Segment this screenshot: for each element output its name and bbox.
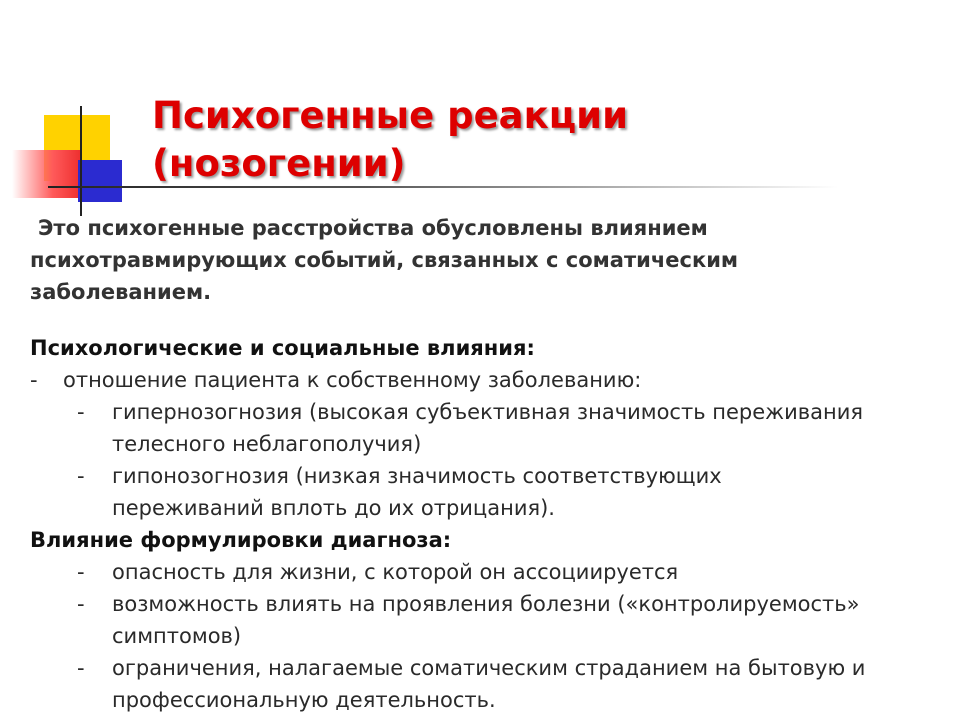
list-subitem-text: переживаний вплоть до их отрицания).	[112, 496, 555, 520]
list-subitem-text: возможность влиять на проявления болезни («контролируемость»	[112, 592, 860, 616]
list-subitem	[30, 396, 945, 460]
list-subitem-text: гипонозогнозия (низкая значимость соответствующих	[112, 464, 722, 488]
bullet-dash: -	[77, 560, 85, 584]
list-subitem-text: телесного неблагополучия)	[112, 432, 422, 456]
list-subitem	[30, 556, 945, 588]
intro-paragraph	[30, 212, 945, 308]
intro-line-1: Это психогенные расстройства обусловлены влиянием	[38, 216, 708, 240]
list-subitem-text: симптомов)	[112, 624, 242, 648]
bullet-dash: -	[30, 368, 38, 392]
bullet-dash: -	[77, 656, 85, 680]
bullet-dash: -	[77, 464, 85, 488]
slide-title-line-1: Психогенные реакции	[152, 94, 629, 137]
list-subitem-text: профессиональную деятельность.	[112, 688, 496, 712]
section-heading-diagnosis: Влияние формулировки диагноза:	[30, 528, 452, 552]
decor-red-square	[12, 150, 80, 198]
list-item-text: отношение пациента к собственному заболеванию:	[63, 368, 642, 392]
slide-body	[30, 212, 945, 716]
decor-vertical-line	[80, 106, 82, 216]
decor-blue-square	[78, 160, 122, 202]
intro-line-2: психотравмирующих событий, связанных с соматическим	[30, 248, 739, 272]
list-subitem	[30, 588, 945, 652]
list-subitem	[30, 652, 945, 716]
bullet-dash: -	[77, 400, 85, 424]
list-subitem-text: гипернозогнозия (высокая субъективная значимость переживания	[112, 400, 863, 424]
list-subitem-text: опасность для жизни, с которой он ассоциируется	[112, 560, 679, 584]
bullet-dash: -	[77, 592, 85, 616]
list-subitem	[30, 460, 945, 524]
slide-title	[152, 92, 628, 188]
section-heading-influences: Психологические и социальные влияния:	[30, 336, 535, 360]
list-subitem-text: ограничения, налагаемые соматическим страданием на бытовую и	[112, 656, 866, 680]
intro-line-3: заболеванием.	[30, 280, 212, 304]
list-item	[30, 364, 945, 396]
slide-title-line-2: (нозогении)	[152, 142, 406, 185]
